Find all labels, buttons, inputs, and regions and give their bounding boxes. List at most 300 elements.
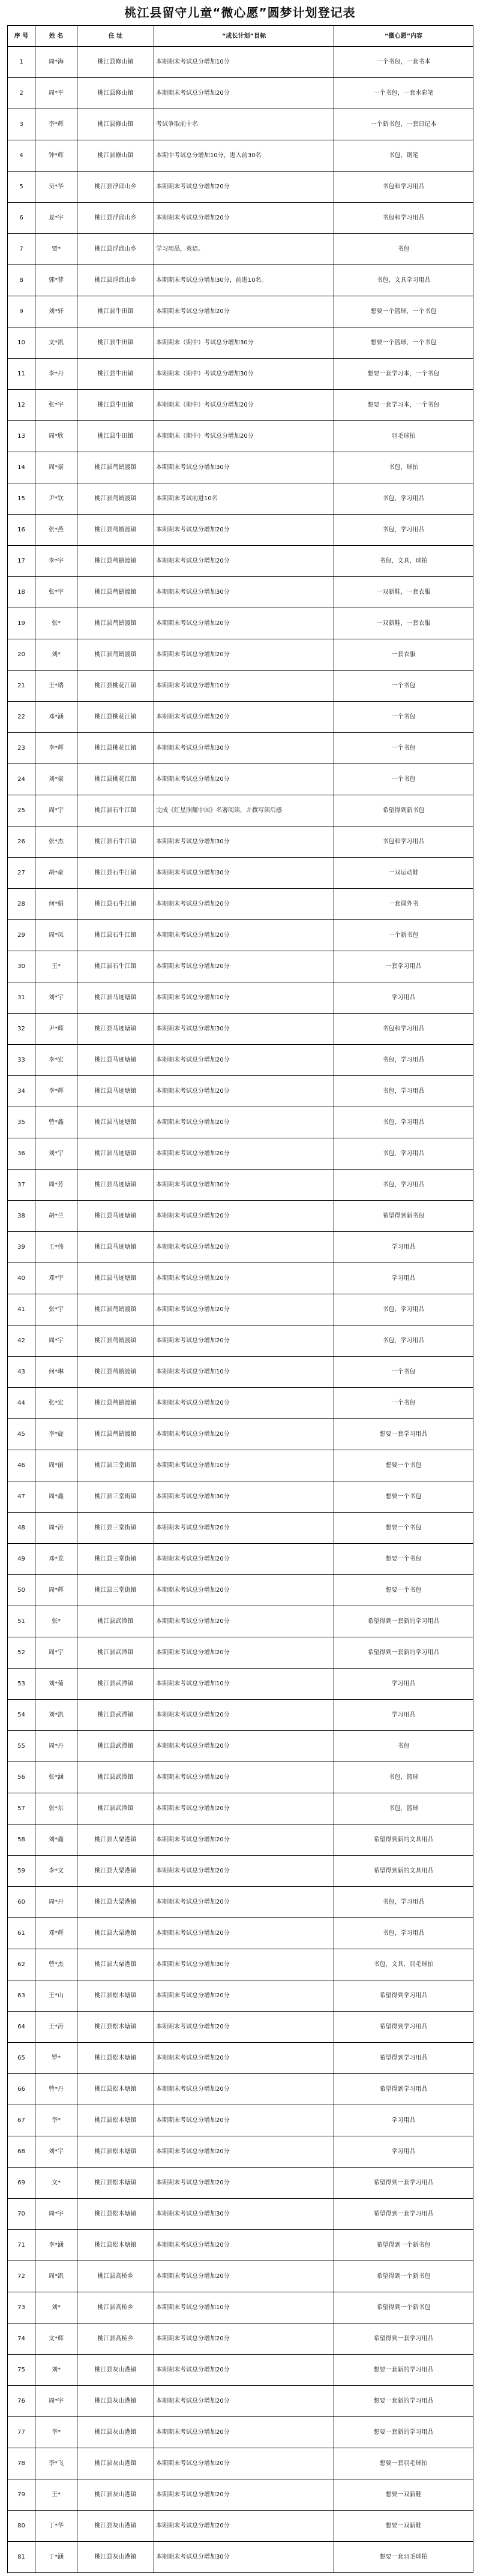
- row-growth-plan: 本期期末考试总分增加10分: [154, 982, 334, 1014]
- row-wish: 想要一个篮球，一个书包: [334, 327, 473, 359]
- row-address: 桃江县浮邱山乡: [77, 203, 154, 234]
- row-address: 桃江县桃花江镇: [77, 764, 154, 795]
- row-address: 桃江县武潭镇: [77, 1637, 154, 1669]
- row-name: 周*丽: [35, 1450, 77, 1481]
- row-growth-plan: 本期期末考试总分增加20分: [154, 2323, 334, 2355]
- table-row: [8, 452, 473, 483]
- row-address: 桃江县三堂街镇: [77, 1513, 154, 1544]
- table-row: [8, 2355, 473, 2386]
- row-growth-plan: 本期期末考试总分增加10分: [154, 671, 334, 702]
- row-wish: 书包: [334, 1731, 473, 1762]
- row-wish: 学习用品: [334, 1232, 473, 1263]
- row-address: 桃江县松木塘镇: [77, 2012, 154, 2043]
- row-address: 桃江县松木塘镇: [77, 2043, 154, 2074]
- row-index: 69: [8, 2168, 35, 2199]
- row-name: 李*丹: [35, 359, 77, 390]
- row-address: 桃江县浮邱山乡: [77, 234, 154, 265]
- row-index: 81: [8, 2542, 35, 2573]
- row-wish: 想要一套新的学习用品: [334, 2417, 473, 2448]
- row-address: 桃江县武潭镇: [77, 1762, 154, 1793]
- row-address: 桃江县鸬鹚渡镇: [77, 1388, 154, 1419]
- row-growth-plan: 本期期末（期中）考试总分增加20分: [154, 421, 334, 452]
- row-wish: 希望得到学习用品: [334, 1980, 473, 2012]
- row-index: 31: [8, 982, 35, 1014]
- table-row: [8, 483, 473, 515]
- row-address: 桃江县马迹塘镇: [77, 1107, 154, 1138]
- row-wish: 希望得到一套新的学习用品: [334, 1606, 473, 1637]
- row-name: 周*宇: [35, 795, 77, 826]
- row-name: 胡*兰: [35, 1201, 77, 1232]
- row-growth-plan: 本期期末考试总分增加20分: [154, 1575, 334, 1606]
- row-index: 34: [8, 1076, 35, 1107]
- row-address: 桃江县石牛江镇: [77, 795, 154, 826]
- table-row: [8, 795, 473, 826]
- row-name: 夏*宇: [35, 203, 77, 234]
- row-wish: 希望得到新的文具用品: [334, 1856, 473, 1887]
- table-row: [8, 1669, 473, 1700]
- row-index: 37: [8, 1170, 35, 1201]
- row-growth-plan: 本期期末考试总分增加20分: [154, 1544, 334, 1575]
- row-name: 周*丹: [35, 1731, 77, 1762]
- row-address: 桃江县武潭镇: [77, 1606, 154, 1637]
- row-name: 曾*鑫: [35, 1107, 77, 1138]
- table-row: [8, 608, 473, 639]
- row-index: 49: [8, 1544, 35, 1575]
- row-index: 75: [8, 2355, 35, 2386]
- row-index: 19: [8, 608, 35, 639]
- row-index: 41: [8, 1294, 35, 1325]
- table-row: [8, 1357, 473, 1388]
- table-row: [8, 1949, 473, 1980]
- row-address: 桃江县马迹塘镇: [77, 1201, 154, 1232]
- table-row: [8, 2542, 473, 2573]
- table-row: [8, 2323, 473, 2355]
- row-growth-plan: 本期期末考试总分增加30分: [154, 2199, 334, 2230]
- row-index: 8: [8, 265, 35, 296]
- row-growth-plan: 本期期末考试总分增加10分: [154, 2292, 334, 2323]
- row-wish: 一套衣服: [334, 639, 473, 671]
- row-name: 张*宏: [35, 1388, 77, 1419]
- table-row: [8, 858, 473, 889]
- row-name: 李*: [35, 2105, 77, 2136]
- row-address: 桃江县石牛江镇: [77, 826, 154, 858]
- row-wish: 书包，文具学习用品: [334, 265, 473, 296]
- row-address: 桃江县鸬鹚渡镇: [77, 483, 154, 515]
- row-index: 39: [8, 1232, 35, 1263]
- row-growth-plan: 本期期末考试总分增加20分: [154, 78, 334, 109]
- row-growth-plan: 本期期末考试总分增加20分: [154, 1232, 334, 1263]
- row-wish: 羽毛球拍: [334, 421, 473, 452]
- row-wish: 书包，学习用品: [334, 1170, 473, 1201]
- row-growth-plan: 本期期末考试总分增加20分: [154, 1513, 334, 1544]
- row-address: 桃江县鸬鹚渡镇: [77, 639, 154, 671]
- row-address: 桃江县马迹塘镇: [77, 982, 154, 1014]
- row-growth-plan: 本期期末考试总分增加30分: [154, 733, 334, 764]
- row-name: 吴*华: [35, 172, 77, 203]
- table-row: [8, 2199, 473, 2230]
- row-wish: 希望得到学习用品: [334, 2074, 473, 2105]
- row-growth-plan: 本期期末考试总分增加20分: [154, 1045, 334, 1076]
- row-index: 46: [8, 1450, 35, 1481]
- row-growth-plan: 本期期末考试总分增加20分: [154, 1856, 334, 1887]
- row-index: 33: [8, 1045, 35, 1076]
- row-name: 何*娟: [35, 889, 77, 920]
- row-growth-plan: 本期期末考试总分增加20分: [154, 889, 334, 920]
- row-wish: 想要一套新的学习用品: [334, 2386, 473, 2417]
- row-address: 桃江县松木塘镇: [77, 2230, 154, 2261]
- row-name: 刘*豪: [35, 764, 77, 795]
- row-name: 周*豪: [35, 452, 77, 483]
- row-wish: 书包，学习用品: [334, 1325, 473, 1357]
- table-row: [8, 1887, 473, 1918]
- table-row: [8, 1481, 473, 1513]
- row-address: 桃江县高桥乡: [77, 2292, 154, 2323]
- table-row: [8, 2043, 473, 2074]
- row-index: 15: [8, 483, 35, 515]
- row-wish: 希望得到一个新书包: [334, 2230, 473, 2261]
- table-row: [8, 2012, 473, 2043]
- row-name: 文*辉: [35, 2323, 77, 2355]
- row-address: 桃江县鸬鹚渡镇: [77, 1325, 154, 1357]
- table-row: [8, 1700, 473, 1731]
- row-index: 26: [8, 826, 35, 858]
- row-name: 周*丹: [35, 1887, 77, 1918]
- table-row: [8, 1138, 473, 1170]
- row-name: 刘*凯: [35, 1700, 77, 1731]
- table-row: [8, 2479, 473, 2511]
- row-name: 邓*龙: [35, 1544, 77, 1575]
- row-growth-plan: 本期期末考试总分增加20分: [154, 203, 334, 234]
- row-address: 桃江县大栗港镇: [77, 1918, 154, 1949]
- table-row: [8, 1575, 473, 1606]
- row-index: 71: [8, 2230, 35, 2261]
- row-name: 李*文: [35, 1856, 77, 1887]
- row-name: 周*欣: [35, 421, 77, 452]
- row-name: 钟*辉: [35, 140, 77, 172]
- table-row: [8, 203, 473, 234]
- row-index: 45: [8, 1419, 35, 1450]
- table-row: [8, 1263, 473, 1294]
- row-name: 尹*钦: [35, 483, 77, 515]
- table-row: [8, 1014, 473, 1045]
- row-address: 桃江县高桥乡: [77, 2261, 154, 2292]
- row-index: 11: [8, 359, 35, 390]
- row-wish: 想要一套学习本，一个书包: [334, 359, 473, 390]
- table-row: [8, 234, 473, 265]
- row-growth-plan: 本期期末考试总分增加20分: [154, 608, 334, 639]
- row-index: 21: [8, 671, 35, 702]
- row-address: 桃江县马迹塘镇: [77, 1138, 154, 1170]
- row-growth-plan: 本期期末（期中）考试总分增加30分: [154, 327, 334, 359]
- row-index: 55: [8, 1731, 35, 1762]
- row-address: 桃江县大栗港镇: [77, 1824, 154, 1856]
- row-index: 70: [8, 2199, 35, 2230]
- row-wish: 一双新鞋，一套衣服: [334, 608, 473, 639]
- row-growth-plan: 本期期末考试总分增加20分: [154, 2168, 334, 2199]
- row-wish: 学习用品: [334, 1669, 473, 1700]
- row-growth-plan: 本期期末考试总分增加20分: [154, 1918, 334, 1949]
- row-address: 桃江县牛田镇: [77, 327, 154, 359]
- row-wish: 一套学习用品: [334, 951, 473, 982]
- row-index: 59: [8, 1856, 35, 1887]
- header-address: 住 址: [77, 26, 154, 47]
- row-wish: 希望得到新书包: [334, 1201, 473, 1232]
- row-wish: 书包和学习用品: [334, 1014, 473, 1045]
- row-growth-plan: 本期期末考试总分增加10分: [154, 1450, 334, 1481]
- row-address: 桃江县石牛江镇: [77, 920, 154, 951]
- table-row: [8, 889, 473, 920]
- row-index: 13: [8, 421, 35, 452]
- row-address: 桃江县浮邱山乡: [77, 265, 154, 296]
- row-growth-plan: 本期期末考试总分增加20分: [154, 172, 334, 203]
- row-index: 38: [8, 1201, 35, 1232]
- row-name: 王*伟: [35, 1232, 77, 1263]
- row-index: 16: [8, 515, 35, 546]
- row-index: 51: [8, 1606, 35, 1637]
- row-growth-plan: 本期期末考试总分增加20分: [154, 2105, 334, 2136]
- row-wish: 一个书包，一套书本: [334, 47, 473, 78]
- row-name: 周*鑫: [35, 1481, 77, 1513]
- row-address: 桃江县灰山港镇: [77, 2417, 154, 2448]
- row-name: 张*宇: [35, 577, 77, 608]
- row-index: 67: [8, 2105, 35, 2136]
- row-growth-plan: 本期期末考试总分增加20分: [154, 1201, 334, 1232]
- row-index: 23: [8, 733, 35, 764]
- row-address: 桃江县高桥乡: [77, 2323, 154, 2355]
- table-row: [8, 1107, 473, 1138]
- row-wish: 书包，篮球: [334, 1762, 473, 1793]
- row-wish: 书包，学习用品: [334, 1138, 473, 1170]
- row-index: 56: [8, 1762, 35, 1793]
- row-address: 桃江县牛田镇: [77, 390, 154, 421]
- row-growth-plan: 本期期末考试总分增加30分: [154, 577, 334, 608]
- table-row: [8, 639, 473, 671]
- row-name: 张*涵: [35, 1762, 77, 1793]
- row-name: 邓*涵: [35, 702, 77, 733]
- row-growth-plan: 本期期末考试总分增加30分: [154, 452, 334, 483]
- row-address: 桃江县灰山港镇: [77, 2511, 154, 2542]
- row-index: 22: [8, 702, 35, 733]
- row-address: 桃江县灰山港镇: [77, 2355, 154, 2386]
- row-growth-plan: 本期期末考试总分增加20分: [154, 1107, 334, 1138]
- row-name: 邓*辉: [35, 1918, 77, 1949]
- table-row: [8, 702, 473, 733]
- row-index: 17: [8, 546, 35, 577]
- row-wish: 一个书包: [334, 733, 473, 764]
- row-growth-plan: 本期期末考试总分增加30分: [154, 1014, 334, 1045]
- row-name: 周*芳: [35, 1170, 77, 1201]
- header-index: 序 号: [8, 26, 35, 47]
- row-growth-plan: 学习用品，英语。: [154, 234, 334, 265]
- row-address: 桃江县武潭镇: [77, 1669, 154, 1700]
- row-address: 桃江县武潭镇: [77, 1731, 154, 1762]
- row-wish: 书包，学习用品: [334, 1076, 473, 1107]
- row-address: 桃江县松木塘镇: [77, 1980, 154, 2012]
- row-growth-plan: 本期期末考试总分增加20分: [154, 1731, 334, 1762]
- table-row: [8, 359, 473, 390]
- table-row: [8, 1731, 473, 1762]
- row-name: 李*宇: [35, 546, 77, 577]
- row-index: 6: [8, 203, 35, 234]
- row-wish: 学习用品: [334, 1700, 473, 1731]
- row-index: 68: [8, 2136, 35, 2168]
- row-index: 64: [8, 2012, 35, 2043]
- table-row: [8, 2261, 473, 2292]
- row-index: 27: [8, 858, 35, 889]
- table-row: [8, 1606, 473, 1637]
- row-address: 桃江县桃花江镇: [77, 702, 154, 733]
- row-growth-plan: 本期期末考试总分增加20分: [154, 1294, 334, 1325]
- row-name: 刘*: [35, 2355, 77, 2386]
- row-wish: 想要一套羽毛球拍: [334, 2448, 473, 2479]
- row-index: 20: [8, 639, 35, 671]
- table-row: [8, 1856, 473, 1887]
- row-index: 54: [8, 1700, 35, 1731]
- row-growth-plan: 本期期末考试总分增加20分: [154, 2136, 334, 2168]
- row-address: 桃江县石牛江镇: [77, 889, 154, 920]
- row-growth-plan: 本期期末考试总分增加20分: [154, 639, 334, 671]
- row-index: 1: [8, 47, 35, 78]
- row-name: 王*: [35, 2479, 77, 2511]
- row-index: 3: [8, 109, 35, 140]
- row-address: 桃江县马迹塘镇: [77, 1170, 154, 1201]
- row-address: 桃江县修山镇: [77, 140, 154, 172]
- row-growth-plan: 考试争取前十名: [154, 109, 334, 140]
- row-growth-plan: 本期期末考试总分增加20分: [154, 1076, 334, 1107]
- row-growth-plan: 本期期末考试总分增加20分: [154, 1325, 334, 1357]
- row-growth-plan: 本期期末考试总分增加20分: [154, 515, 334, 546]
- row-wish: 书包，学习用品: [334, 1918, 473, 1949]
- row-growth-plan: 本期期末考试总分增加20分: [154, 2074, 334, 2105]
- row-growth-plan: 本期期末考试总分增加20分: [154, 2230, 334, 2261]
- row-index: 43: [8, 1357, 35, 1388]
- row-growth-plan: 本期期末考试总分增加20分: [154, 1793, 334, 1824]
- row-wish: 希望得到一套学习用品: [334, 2323, 473, 2355]
- row-address: 桃江县灰山港镇: [77, 2542, 154, 2573]
- row-wish: 书包，学习用品: [334, 1294, 473, 1325]
- row-name: 周*辉: [35, 1575, 77, 1606]
- table-row: [8, 1824, 473, 1856]
- row-growth-plan: 完成《红星照耀中国》名著阅读，并撰写读后感: [154, 795, 334, 826]
- row-wish: 希望得到一套学习用品: [334, 2199, 473, 2230]
- row-growth-plan: 本期期末考试总分增加20分: [154, 1824, 334, 1856]
- table-row: [8, 2230, 473, 2261]
- header-growth-plan: “成长计划”目标: [154, 26, 334, 47]
- row-index: 18: [8, 577, 35, 608]
- row-wish: 一个书包: [334, 764, 473, 795]
- table-header-row: [8, 26, 473, 47]
- table-row: [8, 140, 473, 172]
- row-address: 桃江县马迹塘镇: [77, 1263, 154, 1294]
- row-growth-plan: 本期期末考试总分增加10分: [154, 1357, 334, 1388]
- row-growth-plan: 本期期末考试总分增加20分: [154, 546, 334, 577]
- row-address: 桃江县马迹塘镇: [77, 1045, 154, 1076]
- row-wish: 一个书包: [334, 671, 473, 702]
- row-wish: 学习用品: [334, 1263, 473, 1294]
- table-row: [8, 390, 473, 421]
- row-address: 桃江县三堂街镇: [77, 1544, 154, 1575]
- registration-table: [7, 25, 473, 2573]
- row-growth-plan: 本期期末考试总分增加20分: [154, 1762, 334, 1793]
- row-address: 桃江县大栗港镇: [77, 1887, 154, 1918]
- row-growth-plan: 本期期末考试总分增加20分: [154, 2261, 334, 2292]
- row-wish: 书包和学习用品: [334, 826, 473, 858]
- row-address: 桃江县鸬鹚渡镇: [77, 1357, 154, 1388]
- row-name: 李*涵: [35, 2230, 77, 2261]
- row-address: 桃江县牛田镇: [77, 421, 154, 452]
- row-name: 刘*宇: [35, 2136, 77, 2168]
- row-index: 78: [8, 2448, 35, 2479]
- row-wish: 书包，学习用品: [334, 515, 473, 546]
- table-row: [8, 47, 473, 78]
- row-wish: 想要一个书包: [334, 1450, 473, 1481]
- row-wish: 希望得到一套学习用品: [334, 2168, 473, 2199]
- row-address: 桃江县鸬鹚渡镇: [77, 452, 154, 483]
- row-address: 桃江县三堂街镇: [77, 1450, 154, 1481]
- row-address: 桃江县松木塘镇: [77, 2168, 154, 2199]
- row-growth-plan: 本期期末考试总分增加20分: [154, 2012, 334, 2043]
- row-wish: 一个新书包: [334, 920, 473, 951]
- row-address: 桃江县鸬鹚渡镇: [77, 1294, 154, 1325]
- row-index: 35: [8, 1107, 35, 1138]
- row-address: 桃江县灰山港镇: [77, 2386, 154, 2417]
- row-index: 74: [8, 2323, 35, 2355]
- row-growth-plan: 本期期末（期中）考试总分增加30分: [154, 359, 334, 390]
- row-name: 张*杰: [35, 826, 77, 858]
- table-row: [8, 1294, 473, 1325]
- row-wish: 书包，篮球: [334, 1793, 473, 1824]
- row-index: 76: [8, 2386, 35, 2417]
- row-growth-plan: 本期期末考试总分增加20分: [154, 702, 334, 733]
- row-wish: 学习用品: [334, 982, 473, 1014]
- row-address: 桃江县鸬鹚渡镇: [77, 515, 154, 546]
- row-index: 72: [8, 2261, 35, 2292]
- table-row: [8, 172, 473, 203]
- row-wish: 一个书包: [334, 1388, 473, 1419]
- row-name: 丁*华: [35, 2511, 77, 2542]
- row-wish: 希望得到一套新的学习用品: [334, 1637, 473, 1669]
- row-address: 桃江县大栗港镇: [77, 1856, 154, 1887]
- table-row: [8, 2168, 473, 2199]
- row-name: 王*: [35, 951, 77, 982]
- row-address: 桃江县马迹塘镇: [77, 1076, 154, 1107]
- table-row: [8, 2511, 473, 2542]
- row-index: 52: [8, 1637, 35, 1669]
- table-row: [8, 2448, 473, 2479]
- row-name: 邓*宇: [35, 1263, 77, 1294]
- row-growth-plan: 本期期末考试总分增加20分: [154, 2479, 334, 2511]
- row-address: 桃江县松木塘镇: [77, 2199, 154, 2230]
- row-name: 何*琳: [35, 1357, 77, 1388]
- row-growth-plan: 本期期末考试总分增加20分: [154, 1637, 334, 1669]
- row-name: 刘*: [35, 2292, 77, 2323]
- row-address: 桃江县鸬鹚渡镇: [77, 608, 154, 639]
- row-address: 桃江县鸬鹚渡镇: [77, 546, 154, 577]
- row-growth-plan: 本期期末考试总分增加20分: [154, 1887, 334, 1918]
- row-growth-plan: 本期期末考试总分增加20分: [154, 920, 334, 951]
- table-row: [8, 1918, 473, 1949]
- row-name: 郭*菲: [35, 265, 77, 296]
- row-address: 桃江县修山镇: [77, 78, 154, 109]
- row-name: 刘*菊: [35, 1669, 77, 1700]
- row-address: 桃江县石牛江镇: [77, 951, 154, 982]
- row-index: 28: [8, 889, 35, 920]
- row-index: 25: [8, 795, 35, 826]
- row-wish: 希望得到一个新书包: [334, 2261, 473, 2292]
- row-index: 62: [8, 1949, 35, 1980]
- row-name: 文*凯: [35, 327, 77, 359]
- table-row: [8, 78, 473, 109]
